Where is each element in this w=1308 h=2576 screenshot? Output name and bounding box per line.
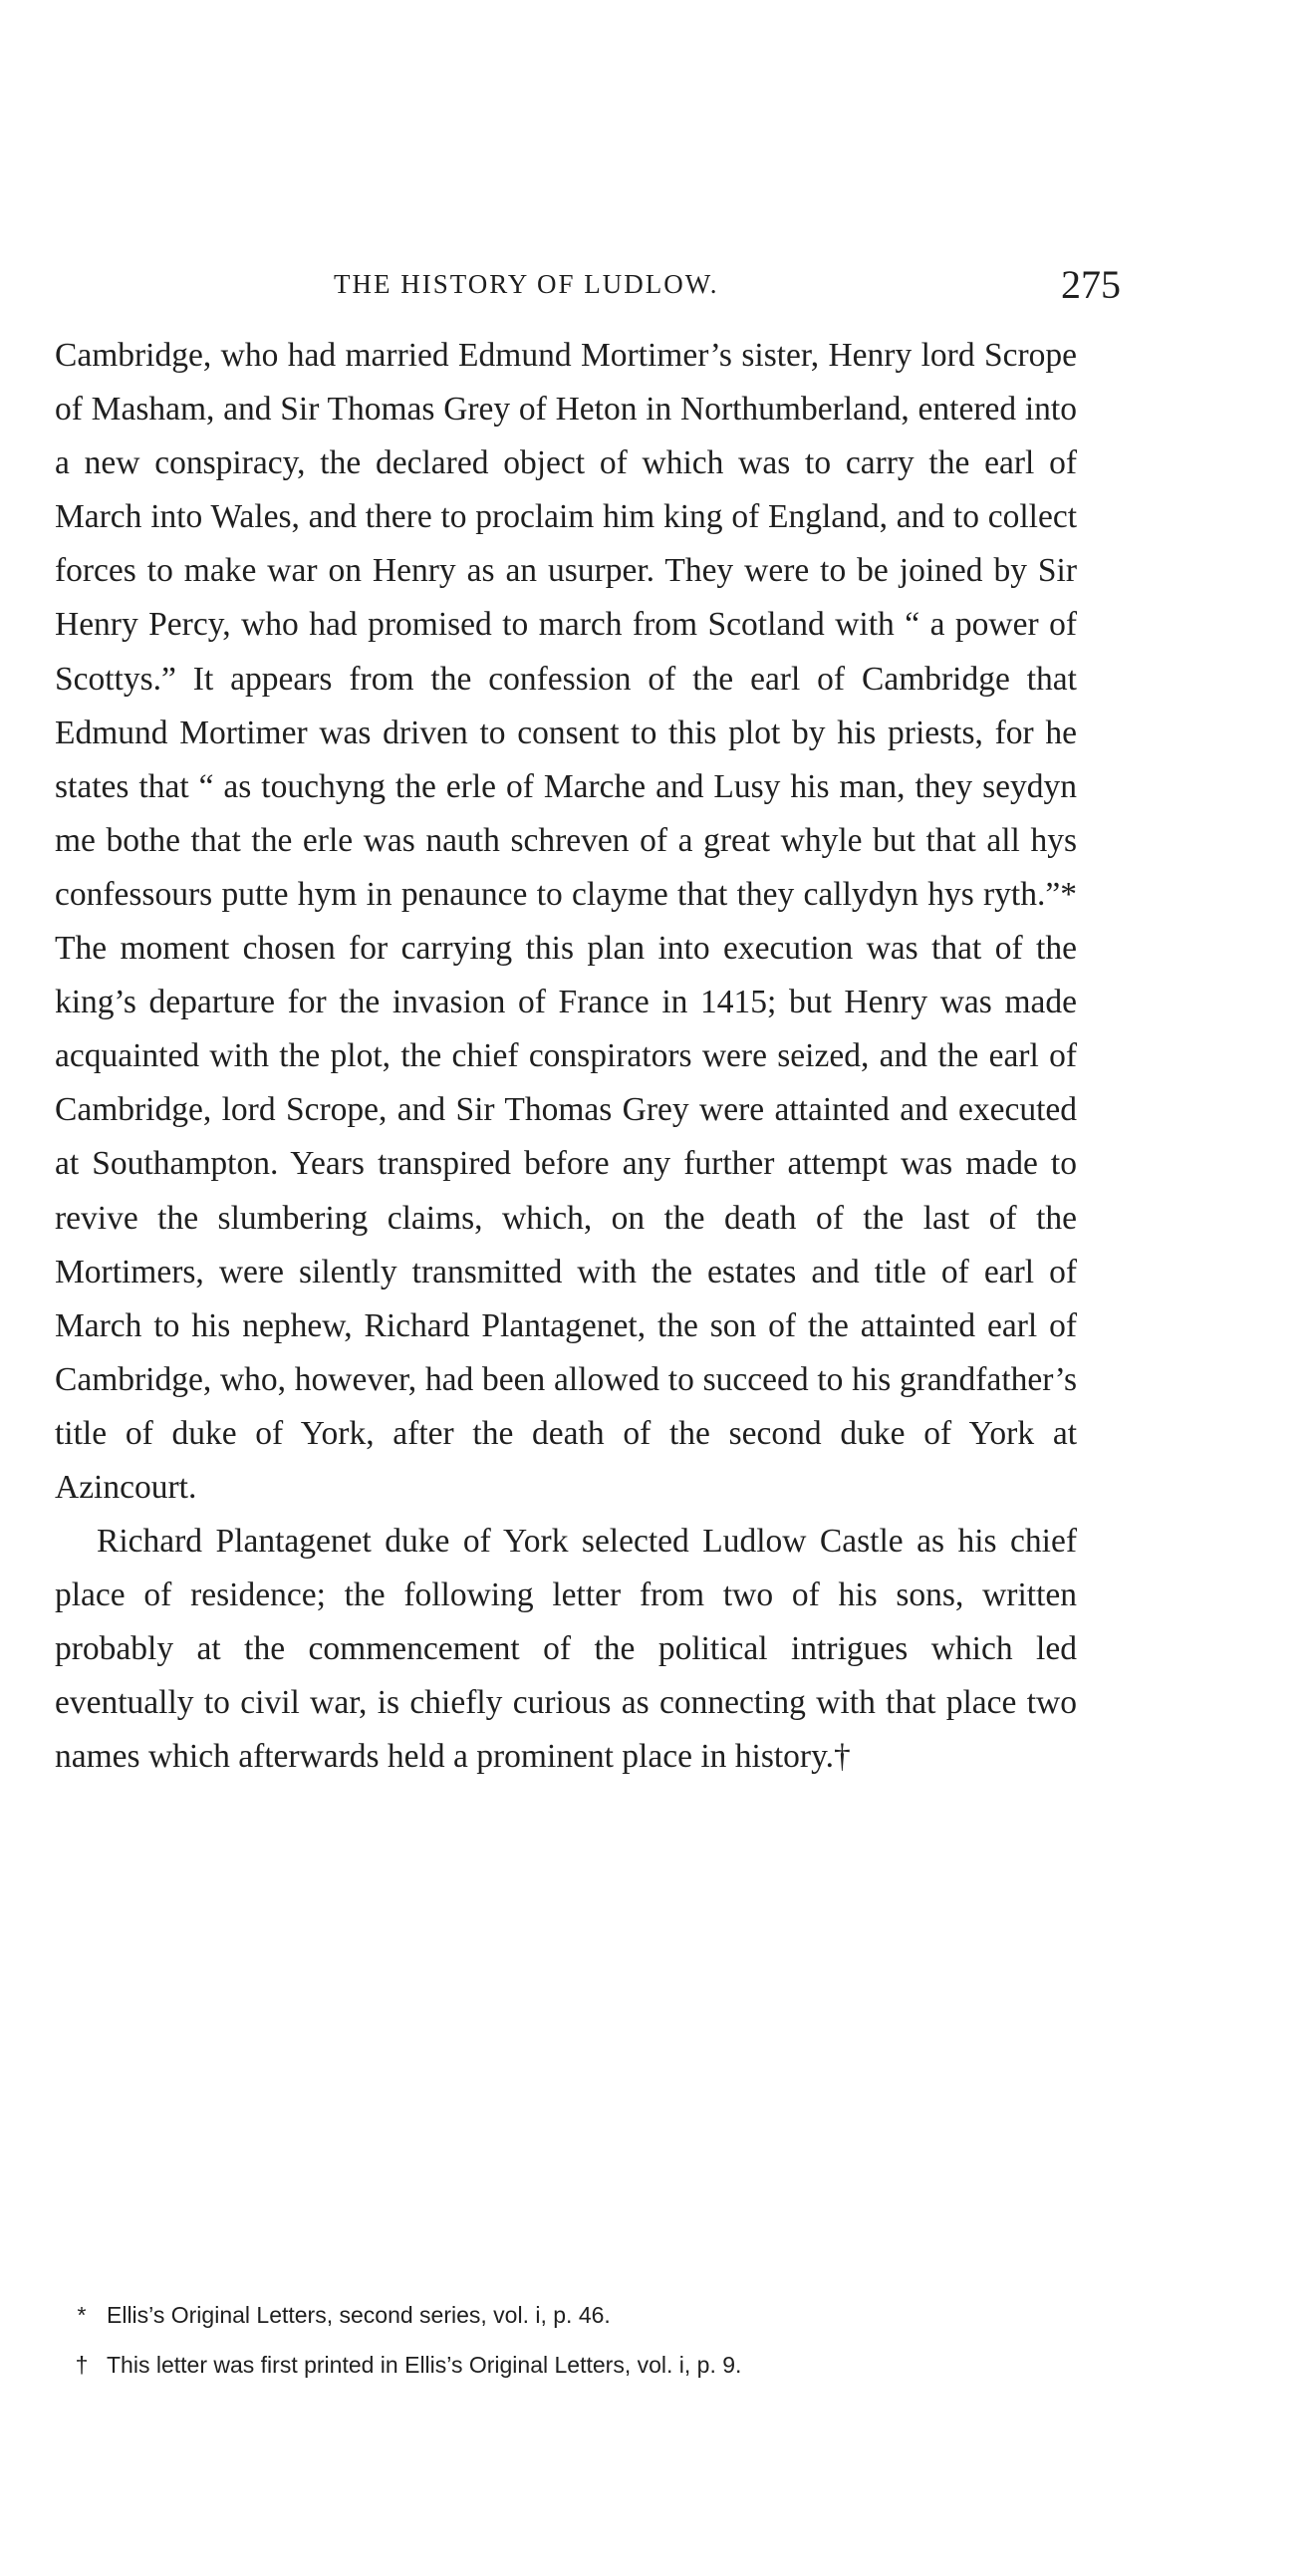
page-header — [55, 261, 1121, 311]
footnote-mark: * — [77, 2302, 87, 2328]
paragraph-2: Richard Plantagenet duke of York selected Ludlow Castle as his chief place of residence; the following letter from two of his sons, written probably at the commencement of the political intrigues which led eventually to civil war, is chiefly curious as connecting with that place two names which afterwards held a prominent place in history.† — [55, 1523, 1077, 1776]
footnote-mark: † — [75, 2352, 89, 2378]
page-number: 275 — [1061, 262, 1121, 307]
footnote-text: Ellis’s Original Letters, second series, vol. i, p. 46. — [107, 2302, 611, 2328]
footnote-1 — [55, 2292, 1111, 2338]
running-title: THE HISTORY OF LUDLOW. — [334, 269, 719, 299]
footnote-2 — [55, 2342, 1111, 2388]
main-text — [55, 329, 1077, 1785]
footnote-text: This letter was first printed in Ellis’s Original Letters, vol. i, p. 9. — [107, 2352, 742, 2378]
footnotes — [55, 2292, 1111, 2392]
paragraph-1: Cambridge, who had married Edmund Mortimer’s sister, Henry lord Scrope of Masham, and Sir Thomas Grey of Heton in Northumberland, entered into a new conspiracy, the declared object of which was to carry the earl of March into Wales, and there to proclaim him king of England, and to collect forces to make war on Henry as an usurper. They were to be joined by Sir Henry Percy, who had promised to march from Scotland with “ a power of Scottys.” It appears from the confession of the earl of Cambridge that Edmund Mortimer was driven to consent to this plot by his priests, for he states that “ as touchyng the erle of Marche and Lusy his man, they seydyn me bothe that the erle was nauth schreven of a great whyle but that all hys confessours putte hym in penaunce to clayme that they callydyn hys ryth.”* The moment chosen for carrying this plan into execution was that of the king’s departure for the invasion of France in 1415; but Henry was made acquainted with the plot, the chief conspirators were seized, and the earl of Cambridge, lord Scrope, and Sir Thomas Grey were attainted and executed at Southampton. Years transpired before any further attempt was made to revive the slumbering claims, which, on the death of the last of the Mortimers, were silently transmitted with the estates and title of earl of March to his nephew, Richard Plantagenet, the son of the attainted earl of Cambridge, who, however, had been allowed to succeed to his grandfather’s title of duke of York, after the death of the second duke of York at Azincourt. — [55, 337, 1077, 1506]
